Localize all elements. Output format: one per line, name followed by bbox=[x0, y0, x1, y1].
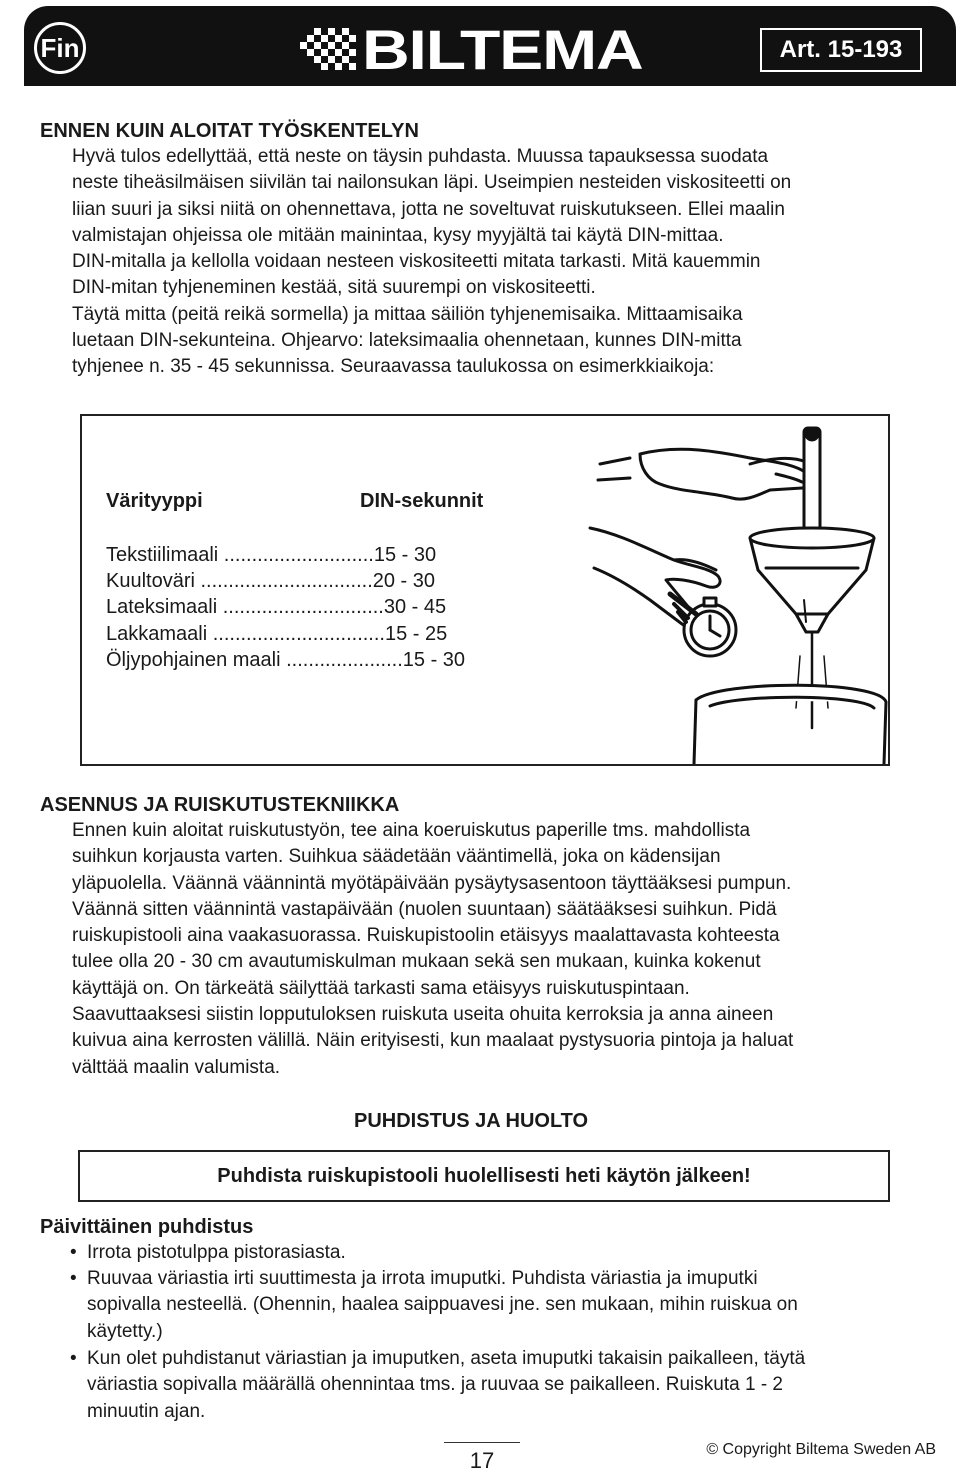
page-number-divider bbox=[444, 1442, 520, 1443]
text-line: liian suuri ja siksi niitä on ohennettava, jotta ne soveltuvat ruiskutukseen. Ellei maalin bbox=[72, 198, 785, 220]
table-row-text: Lateksimaali .............................30 - 45 bbox=[106, 596, 447, 619]
biltema-logo bbox=[300, 18, 690, 81]
cleaning-note-box: Puhdista ruiskupistooli huolellisesti heti käytön jälkeen! bbox=[78, 1150, 890, 1202]
text-line: suihkun korjausta varten. Suihkua säädetään vääntimellä, joka on kädensijan bbox=[72, 846, 721, 868]
bullet-icon: • bbox=[70, 1242, 77, 1263]
table-row-text: Öljypohjainen maali .....................15 - 30 bbox=[106, 648, 466, 671]
text-line: neste tiheäsilmäisen siivilän tai nailonsukan läpi. Useimpien nesteiden viskositeetti on bbox=[72, 172, 792, 194]
section-title-installation: ASENNUS JA RUISKUTUSTEKNIIKKA bbox=[40, 794, 400, 816]
subsection-title-daily-cleaning: Päivittäinen puhdistus bbox=[40, 1216, 254, 1238]
text-line: DIN-mitalla ja kellolla voidaan nesteen viskositeetti mitata tarkasti. Mitä kauemmin bbox=[72, 251, 761, 273]
table-header-paint-type: Värityyppi bbox=[106, 490, 203, 512]
text-line: Väännä sitten väännintä vastapäivään (nuolen suuntaan) säätääksesi suihkun. Pidä bbox=[72, 898, 777, 920]
list-item-text: Kun olet puhdistanut väriastian ja imuputken, aseta imuputki takaisin paikalleen, täytä bbox=[87, 1348, 806, 1369]
list-item-text: sopivalla nesteellä. (Ohennin, haalea saippuavesi jne. sen mukaan, mihin ruiskua on bbox=[87, 1294, 798, 1316]
brand-wordmark: BILTEMA bbox=[362, 18, 643, 81]
section-title-before-work: ENNEN KUIN ALOITAT TYÖSKENTELYN bbox=[40, 120, 419, 142]
table-header-din-seconds: DIN-sekunnit bbox=[360, 490, 484, 512]
table-row-text: Tekstiilimaali ...........................15 - 30 bbox=[106, 544, 437, 566]
list-item-text: käytetty.) bbox=[87, 1320, 163, 1342]
bullet-icon: • bbox=[70, 1268, 77, 1289]
paragraph-before-work bbox=[72, 144, 791, 381]
text-line: luetaan DIN-sekunteina. Ohjearvo: lateksimaalia ohennetaan, kunnes DIN-mitta bbox=[72, 330, 742, 352]
text-line: välttää maalin valumista. bbox=[72, 1056, 281, 1078]
section-title-cleaning: PUHDISTUS JA HUOLTO bbox=[354, 1110, 589, 1132]
table-row-text: Kuultoväri ...............................20 - 30 bbox=[106, 570, 436, 593]
language-badge: Fin bbox=[34, 22, 86, 74]
text-line: Ennen kuin aloitat ruiskutustyön, tee aina koeruiskutus paperille tms. mahdollista bbox=[72, 820, 751, 841]
text-line: yläpuolella. Väännä väännintä myötäpäivään pysäytysasentoon täyttääksesi pumpun. bbox=[72, 872, 792, 894]
text-line: valmistajan ohjeissa ole mitään mainintaa, kysy myyjältä tai käytä DIN-mittaa. bbox=[72, 224, 724, 246]
checker-flag-icon bbox=[300, 28, 356, 72]
table-row bbox=[106, 542, 465, 673]
text-line: DIN-mitan tyhjeneminen kestää, sitä suurempi on viskositeetti. bbox=[72, 277, 596, 299]
text-line: käyttäjä on. On tärkeätä säilyttää tarkasti sama etäisyys ruiskutuspintaan. bbox=[72, 977, 690, 999]
bullet-icon: • bbox=[70, 1348, 77, 1369]
text-line: Saavuttaaksesi siistin lopputuloksen ruiskuta useita ohuita kerroksia ja anna aineen bbox=[72, 1004, 774, 1026]
list-item-text: Irrota pistotulppa pistorasiasta. bbox=[87, 1242, 346, 1263]
text-line: kuivua aina kerrosten välillä. Näin erityisesti, kun maalaat pystysuoria pintoja ja haluat bbox=[72, 1030, 794, 1052]
din-cup-illustration bbox=[570, 418, 888, 764]
table-row-text: Lakkamaali ...............................15 - 25 bbox=[106, 622, 448, 645]
article-number: Art. 15-193 bbox=[760, 28, 922, 72]
text-line: Täytä mitta (peitä reikä sormella) ja mittaa säiliön tyhjenemisaika. Mittaamisaika bbox=[72, 303, 743, 325]
text-line: ruiskupistooli aina vaakasuorassa. Ruiskupistoolin etäisyys maalattavasta kohteesta bbox=[72, 925, 780, 947]
page-number: 17 bbox=[469, 1448, 495, 1473]
copyright-notice: © Copyright Biltema Sweden AB bbox=[706, 1441, 936, 1458]
list-item-text: minuutin ajan. bbox=[87, 1400, 206, 1422]
list-item-text: väriastia sopivalla määrällä ohennintaa tms. ja ruuvaa se paikalleen. Ruiskuta 1 - 2 bbox=[87, 1374, 783, 1396]
page-header bbox=[24, 6, 956, 86]
list-item-text: Ruuvaa väriastia irti suuttimesta ja irrota imuputki. Puhdista väriastia ja imuputki bbox=[87, 1268, 758, 1289]
text-line: tyhjenee n. 35 - 45 sekunnissa. Seuraavassa taulukossa on esimerkkiaikoja: bbox=[72, 356, 715, 378]
text-line: Hyvä tulos edellyttää, että neste on täysin puhdasta. Muussa tapauksessa suodata bbox=[72, 146, 769, 167]
paragraph-installation bbox=[72, 818, 793, 1081]
text-line: tulee olla 20 - 30 cm avautumiskulman mukaan sekä sen mukaan, kuinka kokenut bbox=[72, 951, 761, 973]
